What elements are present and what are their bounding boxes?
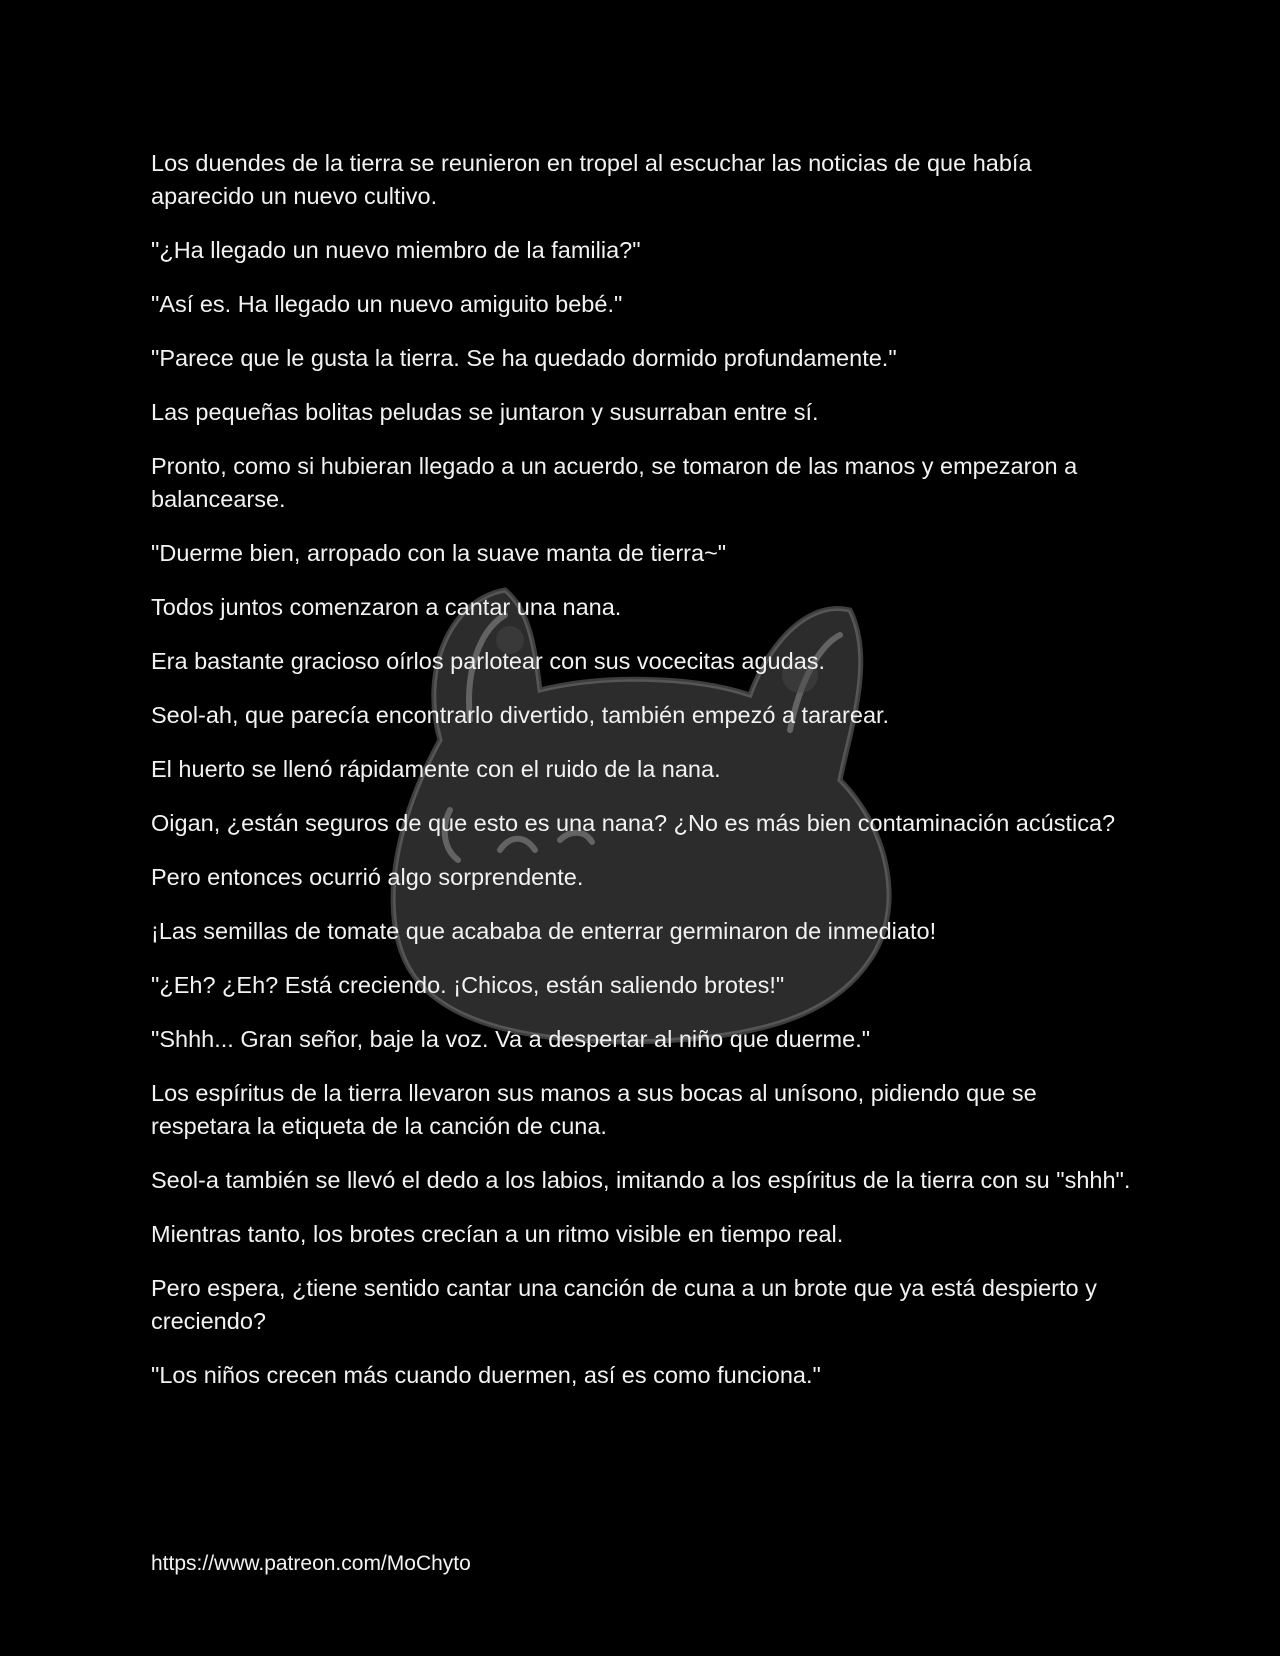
paragraph: Las pequeñas bolitas peludas se juntaron y susurraban entre sí. — [151, 399, 819, 425]
paragraph: "Shhh... Gran señor, baje la voz. Va a despertar al niño que duerme." — [151, 1026, 871, 1052]
paragraph: Mientras tanto, los brotes crecían a un ritmo visible en tiempo real. — [151, 1221, 844, 1247]
paragraph: Pero entonces ocurrió algo sorprendente. — [151, 864, 584, 890]
paragraph: Era bastante gracioso oírlos parlotear con sus vocecitas agudas. — [151, 648, 826, 674]
paragraph: Pronto, como si hubieran llegado a un acuerdo, se tomaron de las manos y empezaron a balancearse. — [151, 453, 1078, 512]
paragraph: "Parece que le gusta la tierra. Se ha quedado dormido profundamente." — [151, 345, 897, 371]
paragraph: "Duerme bien, arropado con la suave manta de tierra~" — [151, 540, 727, 566]
paragraph: "Los niños crecen más cuando duermen, así es como funciona." — [151, 1362, 821, 1388]
paragraph: Seol-ah, que parecía encontrarlo divertido, también empezó a tararear. — [151, 702, 890, 728]
paragraph: Los duendes de la tierra se reunieron en tropel al escuchar las noticias de que había aparecido un nuevo cultivo. — [151, 150, 1032, 209]
paragraph: "Así es. Ha llegado un nuevo amiguito bebé." — [151, 291, 623, 317]
patreon-link[interactable]: https://www.patreon.com/MoChyto — [151, 1552, 471, 1575]
paragraph: El huerto se llenó rápidamente con el ruido de la nana. — [151, 756, 721, 782]
paragraph: Los espíritus de la tierra llevaron sus manos a sus bocas al unísono, pidiendo que se respetara la etiqueta de la canción de cuna. — [151, 1080, 1037, 1139]
paragraph: ¡Las semillas de tomate que acababa de enterrar germinaron de inmediato! — [151, 918, 937, 944]
paragraph: Todos juntos comenzaron a cantar una nana. — [151, 594, 622, 620]
paragraph: Seol-a también se llevó el dedo a los labios, imitando a los espíritus de la tierra con su "shhh". — [151, 1167, 1131, 1193]
paragraph: "¿Eh? ¿Eh? Está creciendo. ¡Chicos, están saliendo brotes!" — [151, 972, 785, 998]
paragraph: "¿Ha llegado un nuevo miembro de la familia?" — [151, 237, 641, 263]
paragraph: Oigan, ¿están seguros de que esto es una nana? ¿No es más bien contaminación acústica? — [151, 810, 1116, 836]
chapter-text — [151, 147, 1141, 1413]
paragraph: Pero espera, ¿tiene sentido cantar una canción de cuna a un brote que ya está despierto y creciendo? — [151, 1275, 1097, 1334]
